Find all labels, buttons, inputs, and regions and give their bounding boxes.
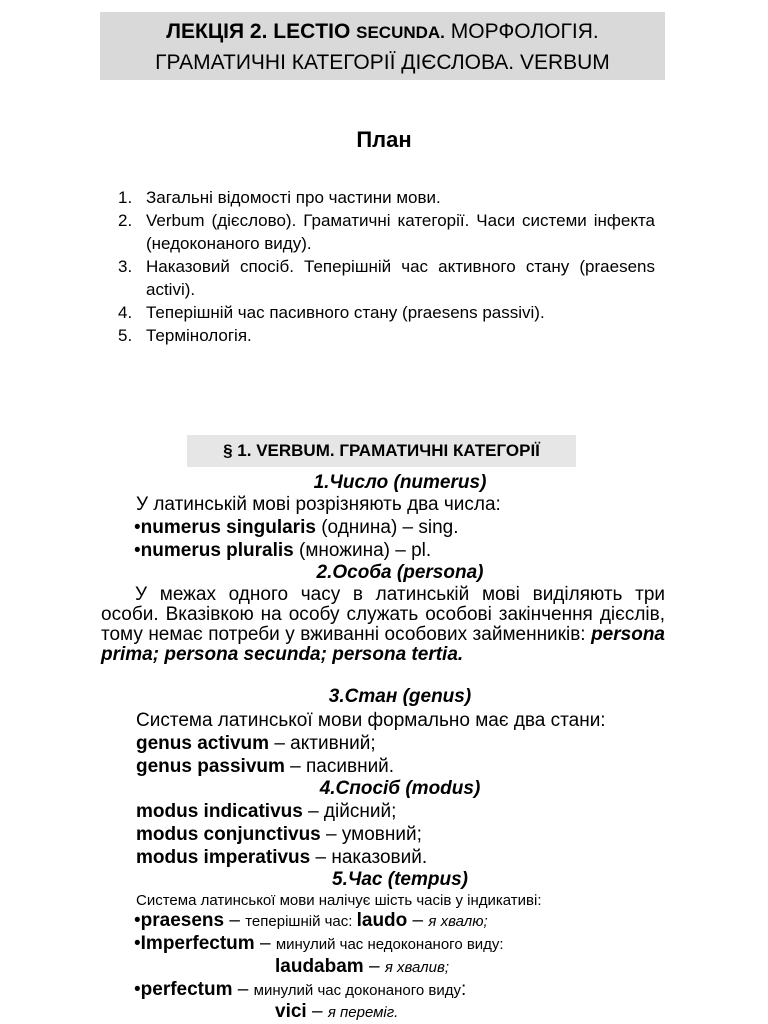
genus-item: genus activum – активний;: [136, 733, 376, 754]
tempus-intro: Система латинської мови налічує шість часів у індикативі:: [136, 892, 542, 909]
genus-intro: Система латинської мови формально має два стани:: [136, 710, 606, 731]
tempus-imperfectum-example: laudabam – я хвалив;: [275, 956, 449, 977]
plan-item: 5. Термінологія.: [118, 326, 252, 345]
lecture-title: [100, 12, 665, 80]
genus-item: genus passivum – пасивний.: [136, 756, 395, 777]
plan-item: 4. Теперішній час пасивного стану (praesens passivi).: [118, 303, 545, 322]
modus-item: modus imperativus – наказовий.: [136, 847, 428, 868]
title-line-2: ГРАМАТИЧНІ КАТЕГОРІЇ ДІЄСЛОВА. VERBUM: [155, 51, 610, 74]
numerus-intro: У латинській мові розрізняють два числа:: [136, 494, 501, 515]
tempus-perfectum: •perfectum – минулий час доконаного виду:: [134, 979, 467, 1000]
modus-item: modus indicativus – дійсний;: [136, 801, 397, 822]
tempus-imperfectum: •Imperfectum – минулий час недоконаного виду:: [134, 933, 504, 954]
tempus-praesens: •praesens – теперішній час: laudo – я хвалю;: [134, 910, 488, 931]
genus-heading: 3.Стан (genus): [328, 686, 472, 707]
plan-item: 1. Загальні відомості про частини мови.: [118, 188, 441, 207]
numerus-item: •numerus singularis (однина) – sing.: [134, 517, 459, 538]
numerus-heading: 1.Число (numerus): [313, 472, 487, 493]
numerus-item: •numerus pluralis (множина) – pl.: [134, 540, 432, 561]
persona-paragraph: У межах одного часу в латинській мові виділяють три особи. Вказівкою на особу служать особові закінчення дієслів, тому немає потреби у вживанні особових займенників: persona prima; persona secunda; persona tertia.: [101, 584, 665, 665]
section-heading: § 1. VERBUM. ГРАМАТИЧНІ КАТЕГОРІЇ: [187, 435, 576, 467]
plan-item: 3. Наказовий спосіб. Теперішній час активного стану (praesens activi).: [118, 257, 655, 299]
modus-item: modus conjunctivus – умовний;: [136, 824, 422, 845]
modus-heading: 4.Спосіб (modus): [319, 778, 481, 799]
tempus-heading: 5.Час (tempus): [332, 869, 468, 890]
title-line-1: ЛЕКЦІЯ 2. LECTIO SECUNDA. МОРФОЛОГІЯ.: [166, 20, 599, 43]
persona-heading: 2.Особа (persona): [316, 562, 484, 583]
tempus-perfectum-example: vici – я переміг.: [275, 1001, 399, 1022]
plan-heading: План: [356, 127, 412, 152]
plan-list: [118, 186, 655, 347]
plan-item: 2. Verbum (дієслово). Граматичні категорії. Часи системи інфекта (недоконаного виду).: [118, 211, 655, 253]
